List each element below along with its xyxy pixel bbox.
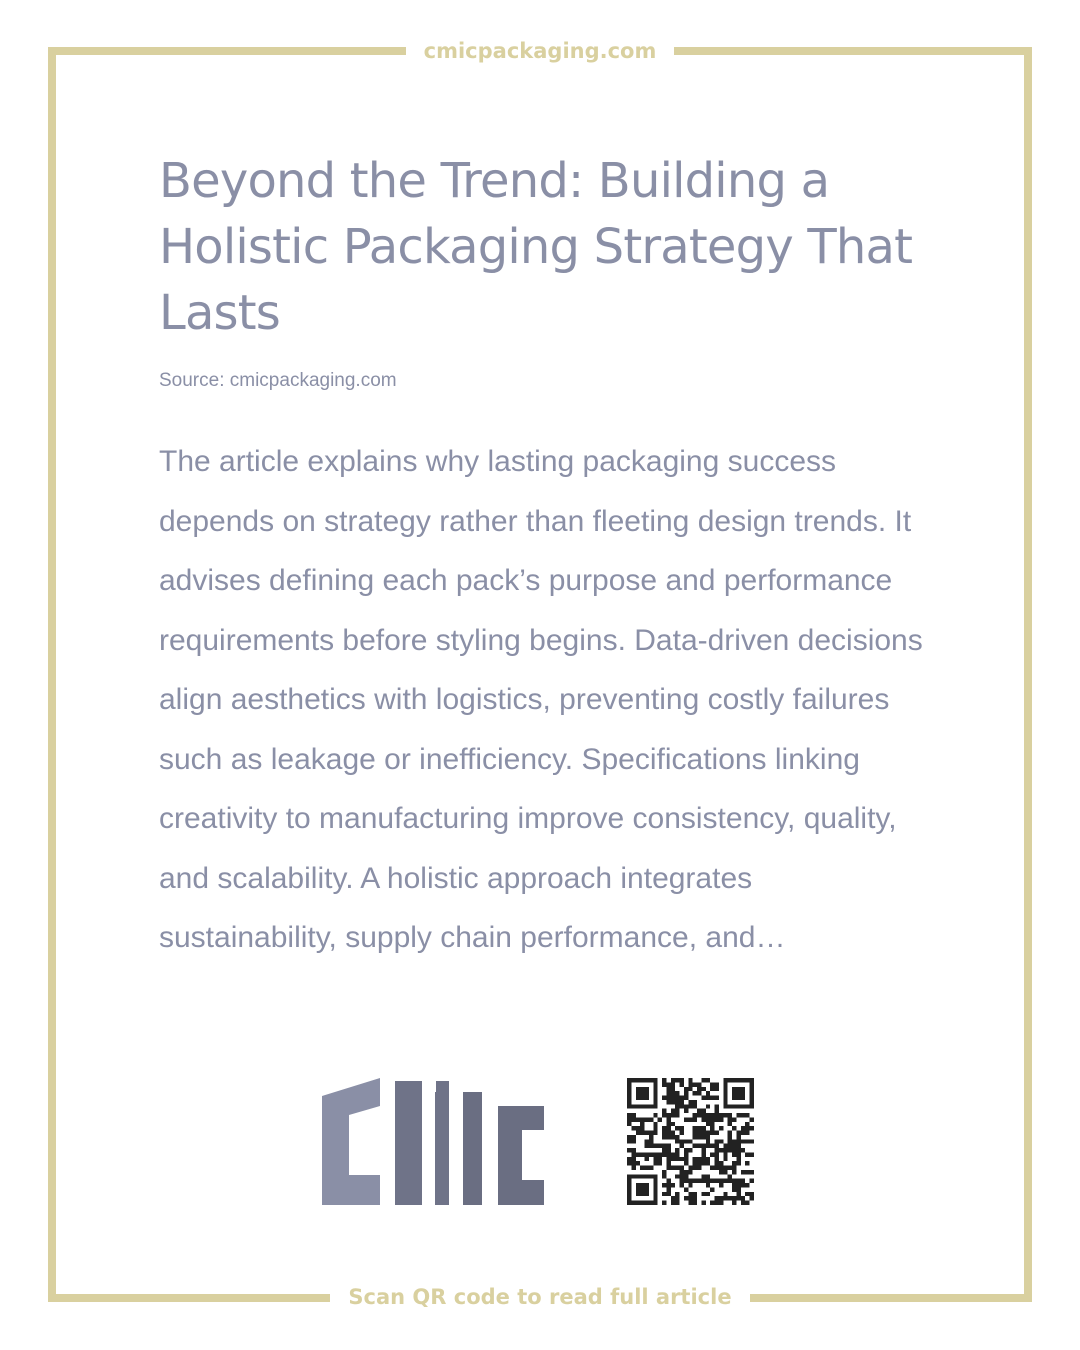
article-card: [159, 148, 929, 968]
article-summary: The article explains why lasting packaging success depends on strategy rather than fleeting design trends. It advises defining each pack’s purpose and performance requirements before styling begins. Data-driven decisions align aesthetics with logistics, preventing costly failures such as leakage or inefficiency. Specifications linking creativity to manufacturing improve consistency, quality, and scalability. A holistic approach integrates sustainability, supply chain performance, and…: [159, 445, 923, 954]
cmic-logo: [322, 1078, 544, 1205]
article-title: Beyond the Trend: Building a Holistic Packaging Strategy That Lasts: [159, 153, 913, 341]
article-source: Source: cmicpackaging.com: [159, 370, 397, 391]
qr-code-icon[interactable]: [627, 1078, 754, 1205]
site-domain[interactable]: cmicpackaging.com: [406, 36, 675, 66]
scan-cta: Scan QR code to read full article: [330, 1282, 749, 1312]
